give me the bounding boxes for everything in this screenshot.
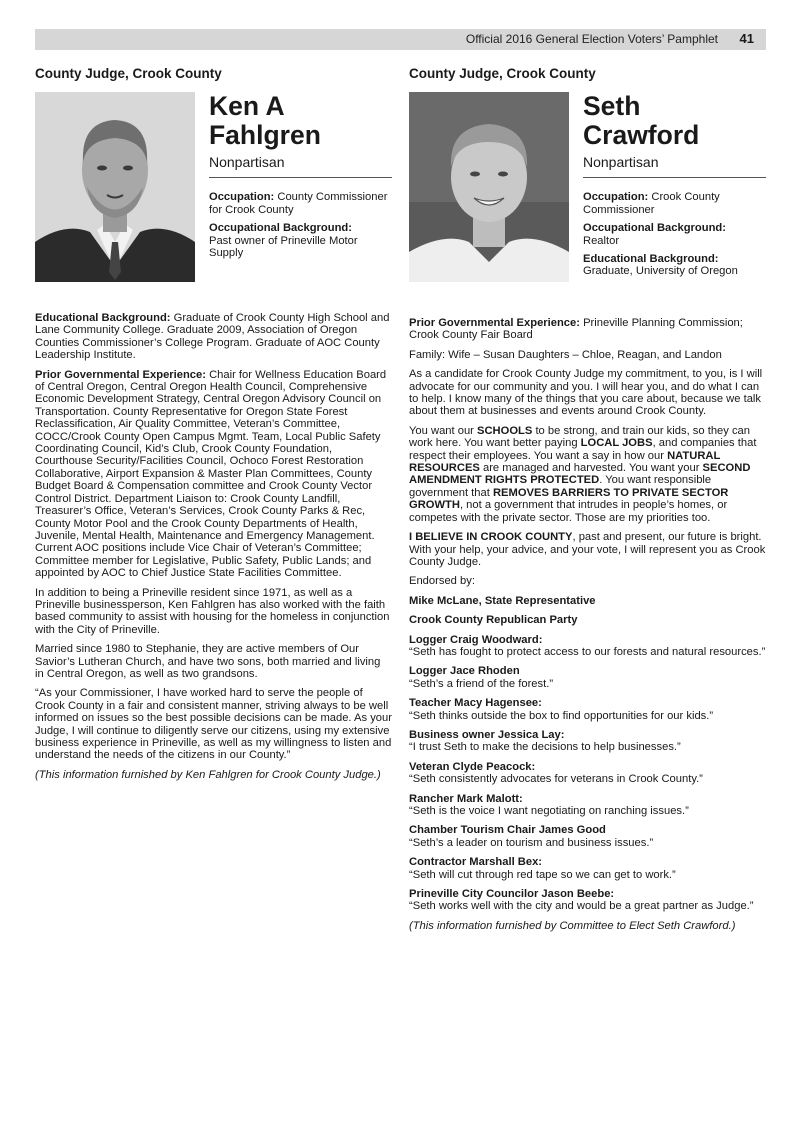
statement-paragraph: Married since 1980 to Stephanie, they are active members of Our Savior’s Lutheran Church, and have two sons, both married and living in Central Oregon, as well as two grandsons. xyxy=(35,643,381,680)
family: Family: Wife – Susan Daughters – Chloe, Reagan, and Landon xyxy=(409,348,722,361)
endorsement-item: Chamber Tourism Chair James Good “Seth’s a leader on tourism and business issues.” xyxy=(409,824,654,849)
educational-background: Educational Background: Graduate of Crook County High School and Lane Community College. Graduate 2009, Association of Oregon Counties Commissioner’s College Program. Graduate of AOC County Leadership Institute. xyxy=(35,312,390,362)
party-affiliation: Nonpartisan xyxy=(583,156,766,178)
endorsement-list xyxy=(409,595,766,913)
page-number: 41 xyxy=(739,31,754,46)
header-title: Official 2016 General Election Voters’ Pamphlet xyxy=(465,32,718,46)
statement-paragraph: In addition to being a Prineville resident since 1971, as well as a Prineville businessperson, Ken Fahlgren has also worked with the faith based community to assist with housing for the homeless in conjunction with the City of Prineville. xyxy=(35,586,390,636)
endorsement-item: Veteran Clyde Peacock: “Seth consistently advocates for veterans in Crook County.” xyxy=(409,760,703,786)
statement-paragraph: “As your Commissioner, I have worked hard to serve the people of Crook County in a fair and consistent manner, striving always to be well informed on issues so the best possible decisions can be made. As your Judge, I will continue to diligently serve our citizens, using my extensive business experience in Prineville, as well as my willingness to listen and understand the needs of the citizens in our County.” xyxy=(35,687,392,762)
section-title: County Judge, Crook County xyxy=(409,66,596,81)
endorsement-item: Contractor Marshall Bex: “Seth will cut through red tape so we can get to work.” xyxy=(409,856,676,881)
statement-paragraph: I BELIEVE IN CROOK COUNTY, past and present, our future is bright. With your help, your advice, and your vote, I will represent you as Crook County Judge. xyxy=(409,531,766,568)
candidate-photo xyxy=(35,92,195,282)
occupational-background: Occupational Background: Past owner of Prineville Motor Supply xyxy=(209,222,358,260)
endorsement-item: Mike McLane, State Representative xyxy=(409,594,596,607)
educational-background: Educational Background: Graduate, University of Oregon xyxy=(583,253,738,278)
occupational-background: Occupational Background: Realtor xyxy=(583,222,726,247)
occupation: Occupation: County Commissioner for Crook County xyxy=(209,191,388,216)
endorsement-item: Logger Jace Rhoden “Seth’s a friend of the forest.” xyxy=(409,665,554,690)
candidate-fahlgren xyxy=(35,68,392,788)
candidate-name: Ken A Fahlgren xyxy=(209,91,321,150)
endorsed-by-label: Endorsed by: xyxy=(409,575,475,588)
endorsement-item: Rancher Mark Malott: “Seth is the voice I want negotiating on ranching issues.” xyxy=(409,792,689,817)
section-title: County Judge, Crook County xyxy=(35,66,222,81)
statement-paragraph: As a candidate for Crook County Judge my commitment, to you, is I will advocate for our community and you. I will hear you, and do what I can to help. I know many of the things that you care about, because we talk about them at businesses and events around Crook County. xyxy=(409,368,763,418)
page-header xyxy=(35,29,766,50)
occupation: Occupation: Crook County Commissioner xyxy=(583,191,720,216)
party-affiliation: Nonpartisan xyxy=(209,156,392,178)
candidate-name: Seth Crawford xyxy=(583,91,700,150)
governmental-experience: Prior Governmental Experience: Chair for Wellness Education Board of Central Oregon, Central Oregon Health Council, Comprehensive Economic Development Strategy, Central Oregon Advisory Council on Transportation. County Representative for Oregon State Forest Reclassification, Air Quality Committee, Veteran’s Committee, COCC/Crook County Open Campus Mgmt. Team, Local Public Safety Coordinating Council, Kid’s Club, Crook County Foundation, Courthouse Security/Facilities Council, Ochoco Forest Restoration Collaborative, Airport Expansion & Master Plan Committees, County Budget Board & Compensation committee and Crook County Vector Control District. Department Liaison to: Crook County Landfill, Treasurer’s Office, Veteran’s Services, Crook County Parks & Rec, County Motor Pool and the Crook County Departments of Health, Juvenile, Mental Health, Maintenance and Emergency Management. Current AOC positions include Vice Chair of Veteran’s Committee; Committee member for Legislative, Public Safety, Public Lands; and appointed by AOC to Chief Justice State Facilities Committee. xyxy=(35,368,387,580)
endorsement-item: Prineville City Councilor Jason Beebe: “Seth works well with the city and would be a great partner as Judge.” xyxy=(409,888,754,913)
endorsement-item: Crook County Republican Party xyxy=(409,614,578,627)
furnished-note: (This information furnished by Ken Fahlgren for Crook County Judge.) xyxy=(35,768,381,781)
furnished-note: (This information furnished by Committee to Elect Seth Crawford.) xyxy=(409,919,736,932)
candidate-photo xyxy=(409,92,569,282)
statement-paragraph: You want our SCHOOLS to be strong, and train our kids, so they can work here. You want better paying LOCAL JOBS, and companies that respect their employees. You want a say in how our NATURAL RESOURCES are managed and harvested. You want your SECOND AMENDMENT RIGHTS PROTECTED. You want responsible government that REMOVES BARRIERS TO PRIVATE SECTOR GROWTH, not a government that intrudes in people’s homes, or competes with the private sector. Those are my priorities too. xyxy=(409,424,757,524)
governmental-experience: Prior Governmental Experience: Prineville Planning Commission; Crook County Fair Board xyxy=(409,317,743,342)
endorsement-item: Logger Craig Woodward: “Seth has fought to protect access to our forests and natural resources.” xyxy=(409,633,766,658)
endorsement-item: Teacher Macy Hagensee: “Seth thinks outside the box to find opportunities for our kids.” xyxy=(409,697,714,722)
candidate-crawford xyxy=(409,68,766,939)
endorsement-item: Business owner Jessica Lay: “I trust Seth to make the decisions to help businesses.” xyxy=(409,728,681,754)
